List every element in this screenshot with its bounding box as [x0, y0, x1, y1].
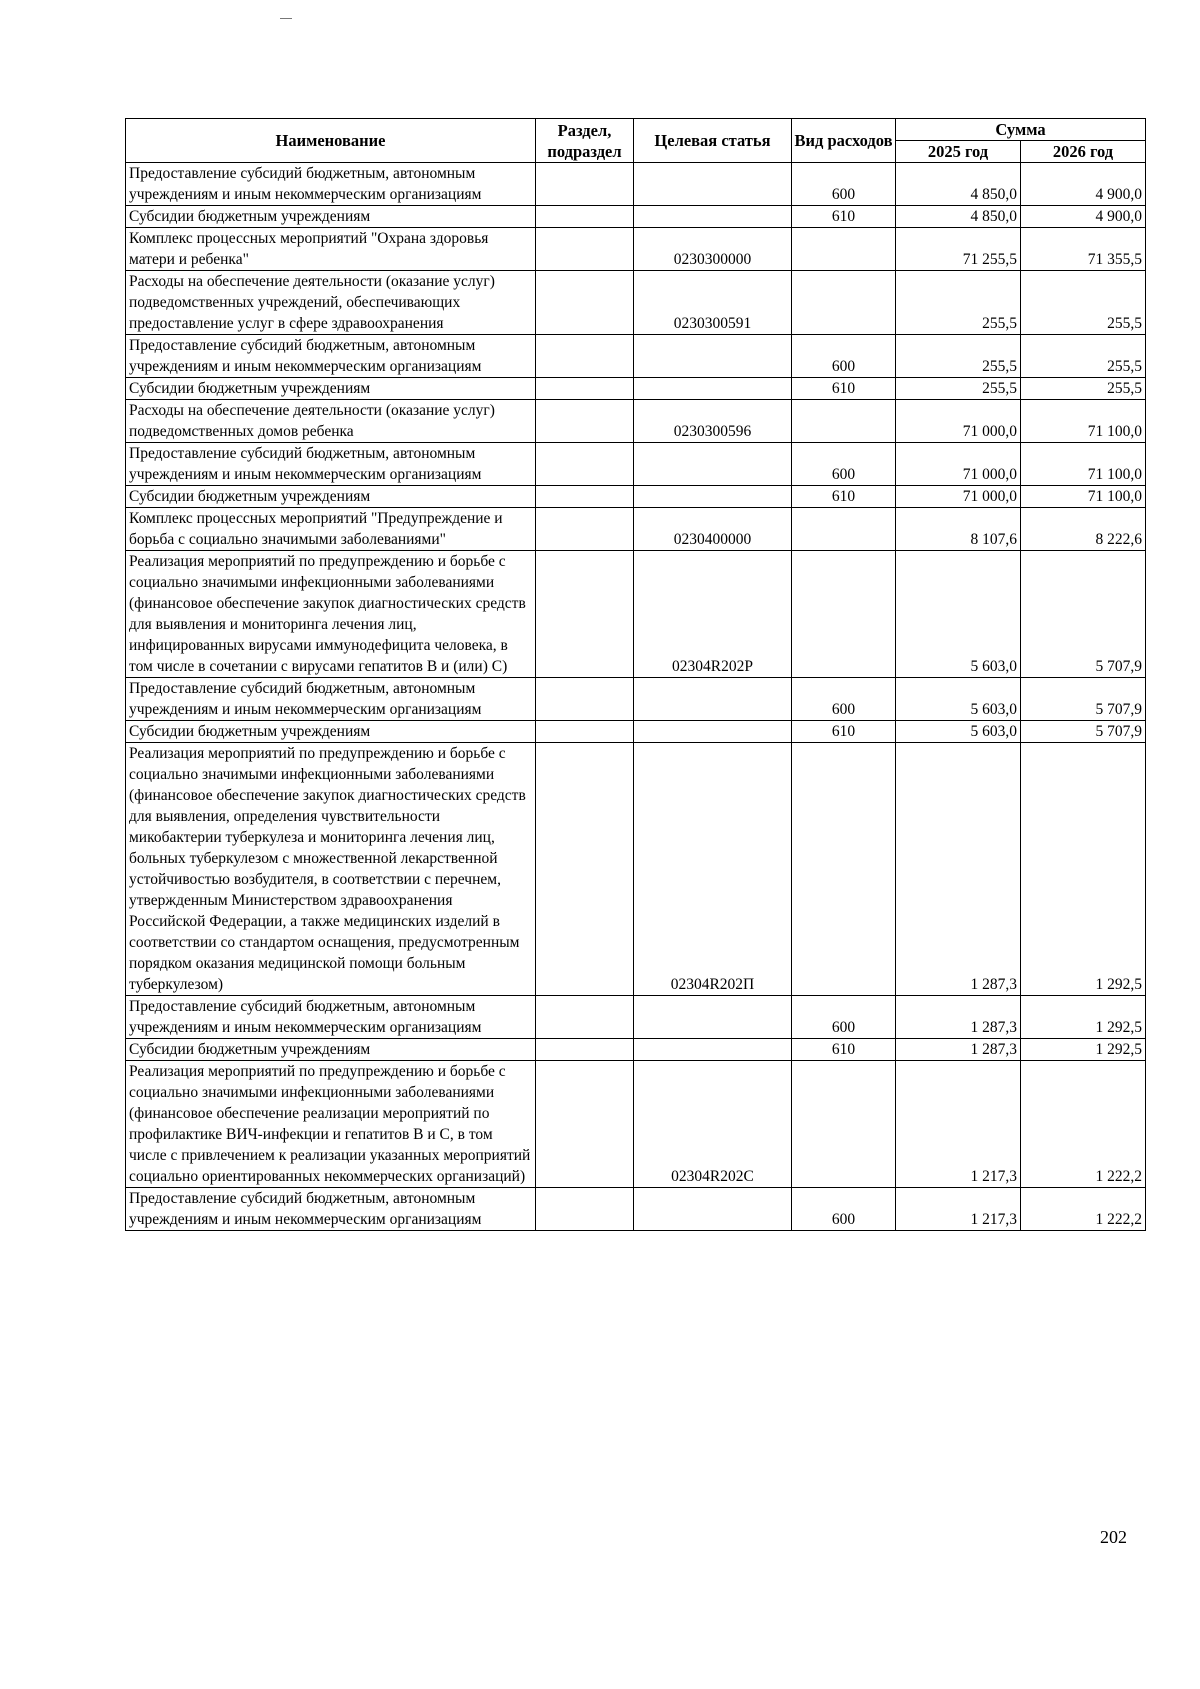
row-section [536, 551, 634, 678]
row-expense-type: 610 [792, 378, 896, 400]
page-number: 202 [1100, 1527, 1127, 1547]
row-sum-2025: 71 000,0 [896, 486, 1021, 508]
row-sum-2026: 255,5 [1021, 271, 1146, 335]
row-name: Реализация мероприятий по предупреждению и борьбе с социально значимыми инфекционными заболеваниями (финансовое обеспечение закупок диагностических средств для выявления и мониторинга лечения лиц, инфицированных вирусами иммунодефицита человека, в том числе в сочетании с вирусами гепатитов В и (или) С) [126, 551, 536, 678]
table-row [126, 163, 1146, 206]
row-sum-2025: 255,5 [896, 378, 1021, 400]
row-expense-type: 600 [792, 163, 896, 206]
row-target [634, 1039, 792, 1061]
row-section [536, 1039, 634, 1061]
row-expense-type: 600 [792, 335, 896, 378]
row-target [634, 678, 792, 721]
row-section [536, 163, 634, 206]
row-target: 0230300596 [634, 400, 792, 443]
row-name: Предоставление субсидий бюджетным, автономным учреждениям и иным некоммерческим организациям [126, 163, 536, 206]
row-section [536, 206, 634, 228]
row-sum-2025: 5 603,0 [896, 678, 1021, 721]
table-row [126, 271, 1146, 335]
row-sum-2026: 8 222,6 [1021, 508, 1146, 551]
table-row [126, 443, 1146, 486]
table-row [126, 1039, 1146, 1061]
row-expense-type [792, 228, 896, 271]
row-sum-2025: 1 217,3 [896, 1188, 1021, 1231]
row-section [536, 443, 634, 486]
row-sum-2026: 255,5 [1021, 335, 1146, 378]
row-expense-type [792, 1061, 896, 1188]
table-row [126, 721, 1146, 743]
row-sum-2025: 1 287,3 [896, 743, 1021, 996]
row-section [536, 228, 634, 271]
row-name: Предоставление субсидий бюджетным, автономным учреждениям и иным некоммерческим организациям [126, 678, 536, 721]
row-target: 0230300000 [634, 228, 792, 271]
row-section [536, 508, 634, 551]
row-target [634, 163, 792, 206]
row-sum-2025: 71 000,0 [896, 400, 1021, 443]
row-section [536, 378, 634, 400]
scan-mark [280, 18, 292, 19]
row-section [536, 400, 634, 443]
table-row [126, 1188, 1146, 1231]
row-target [634, 721, 792, 743]
row-sum-2026: 255,5 [1021, 378, 1146, 400]
table-row [126, 996, 1146, 1039]
header-name: Наименование [126, 119, 536, 163]
row-name: Реализация мероприятий по предупреждению и борьбе с социально значимыми инфекционными заболеваниями (финансовое обеспечение закупок диагностических средств для выявления, определения чувствительности микобактерии туберкулеза и мониторинга лечения лиц, больных туберкулезом с множественной лекарственной устойчивостью возбудителя, в соответствии с перечнем, утвержденным Министерством здравоохранения Российской Федерации, а также медицинских изделий в соответствии со стандартом оснащения, предусмотренным порядком оказания медицинской помощи больным туберкулезом) [126, 743, 536, 996]
row-target [634, 443, 792, 486]
table-row [126, 335, 1146, 378]
row-expense-type [792, 508, 896, 551]
row-expense-type [792, 400, 896, 443]
row-sum-2026: 1 292,5 [1021, 743, 1146, 996]
row-sum-2025: 71 255,5 [896, 228, 1021, 271]
row-section [536, 335, 634, 378]
row-sum-2025: 5 603,0 [896, 551, 1021, 678]
row-expense-type: 610 [792, 721, 896, 743]
row-name: Реализация мероприятий по предупреждению и борьбе с социально значимыми инфекционными заболеваниями (финансовое обеспечение реализации мероприятий по профилактике ВИЧ-инфекции и гепатитов В и С, в том числе с привлечением к реализации указанных мероприятий социально ориентированных некоммерческих организаций) [126, 1061, 536, 1188]
row-sum-2026: 1 292,5 [1021, 996, 1146, 1039]
header-row-1 [126, 119, 1146, 141]
row-target: 02304R202Р [634, 551, 792, 678]
row-expense-type [792, 743, 896, 996]
row-name: Субсидии бюджетным учреждениям [126, 721, 536, 743]
row-target [634, 335, 792, 378]
row-name: Предоставление субсидий бюджетным, автономным учреждениям и иным некоммерческим организациям [126, 996, 536, 1039]
row-sum-2026: 1 222,2 [1021, 1061, 1146, 1188]
row-sum-2026: 5 707,9 [1021, 551, 1146, 678]
row-name: Расходы на обеспечение деятельности (оказание услуг) подведомственных учреждений, обеспечивающих предоставление услуг в сфере здравоохранения [126, 271, 536, 335]
table-body [126, 163, 1146, 1231]
row-section [536, 721, 634, 743]
row-name: Предоставление субсидий бюджетным, автономным учреждениям и иным некоммерческим организациям [126, 1188, 536, 1231]
table-row [126, 378, 1146, 400]
row-target: 02304R202С [634, 1061, 792, 1188]
table-row [126, 508, 1146, 551]
row-sum-2026: 71 100,0 [1021, 443, 1146, 486]
row-sum-2025: 255,5 [896, 271, 1021, 335]
row-sum-2026: 71 355,5 [1021, 228, 1146, 271]
row-expense-type: 610 [792, 486, 896, 508]
header-section: Раздел, подраздел [536, 119, 634, 163]
row-name: Комплекс процессных мероприятий "Предупреждение и борьба с социально значимыми заболеваниями" [126, 508, 536, 551]
row-target [634, 486, 792, 508]
table-row [126, 551, 1146, 678]
table-row [126, 678, 1146, 721]
row-target: 0230300591 [634, 271, 792, 335]
row-expense-type: 600 [792, 678, 896, 721]
row-name: Расходы на обеспечение деятельности (оказание услуг) подведомственных домов ребенка [126, 400, 536, 443]
row-section [536, 1188, 634, 1231]
row-expense-type: 600 [792, 443, 896, 486]
row-target: 02304R202П [634, 743, 792, 996]
row-expense-type [792, 551, 896, 678]
row-sum-2026: 1 222,2 [1021, 1188, 1146, 1231]
row-expense-type: 610 [792, 206, 896, 228]
header-expense-type: Вид расходов [792, 119, 896, 163]
row-name: Субсидии бюджетным учреждениям [126, 486, 536, 508]
row-target [634, 206, 792, 228]
table-row [126, 1061, 1146, 1188]
row-sum-2025: 5 603,0 [896, 721, 1021, 743]
table-row [126, 486, 1146, 508]
row-target [634, 1188, 792, 1231]
row-sum-2026: 5 707,9 [1021, 721, 1146, 743]
row-expense-type: 600 [792, 1188, 896, 1231]
row-sum-2026: 1 292,5 [1021, 1039, 1146, 1061]
row-sum-2026: 71 100,0 [1021, 400, 1146, 443]
row-sum-2026: 71 100,0 [1021, 486, 1146, 508]
row-expense-type [792, 271, 896, 335]
budget-table [125, 118, 1146, 1231]
row-target [634, 996, 792, 1039]
row-name: Комплекс процессных мероприятий "Охрана здоровья матери и ребенка" [126, 228, 536, 271]
row-section [536, 486, 634, 508]
row-name: Субсидии бюджетным учреждениям [126, 1039, 536, 1061]
row-name: Предоставление субсидий бюджетным, автономным учреждениям и иным некоммерческим организациям [126, 335, 536, 378]
row-section [536, 678, 634, 721]
header-target: Целевая статья [634, 119, 792, 163]
row-sum-2026: 4 900,0 [1021, 163, 1146, 206]
header-year-2025: 2025 год [896, 141, 1021, 163]
row-sum-2025: 4 850,0 [896, 206, 1021, 228]
row-section [536, 996, 634, 1039]
row-expense-type: 610 [792, 1039, 896, 1061]
table-row [126, 228, 1146, 271]
row-section [536, 743, 634, 996]
row-section [536, 1061, 634, 1188]
table-row [126, 743, 1146, 996]
row-section [536, 271, 634, 335]
row-sum-2025: 71 000,0 [896, 443, 1021, 486]
row-name: Субсидии бюджетным учреждениям [126, 206, 536, 228]
row-sum-2025: 1 217,3 [896, 1061, 1021, 1188]
row-target [634, 378, 792, 400]
table-row [126, 206, 1146, 228]
header-year-2026: 2026 год [1021, 141, 1146, 163]
row-sum-2026: 4 900,0 [1021, 206, 1146, 228]
row-name: Субсидии бюджетным учреждениям [126, 378, 536, 400]
row-sum-2025: 1 287,3 [896, 1039, 1021, 1061]
row-name: Предоставление субсидий бюджетным, автономным учреждениям и иным некоммерческим организациям [126, 443, 536, 486]
row-expense-type: 600 [792, 996, 896, 1039]
row-sum-2025: 8 107,6 [896, 508, 1021, 551]
row-sum-2025: 1 287,3 [896, 996, 1021, 1039]
row-sum-2025: 255,5 [896, 335, 1021, 378]
header-sum: Сумма [896, 119, 1146, 141]
table-row [126, 400, 1146, 443]
row-target: 0230400000 [634, 508, 792, 551]
row-sum-2026: 5 707,9 [1021, 678, 1146, 721]
row-sum-2025: 4 850,0 [896, 163, 1021, 206]
